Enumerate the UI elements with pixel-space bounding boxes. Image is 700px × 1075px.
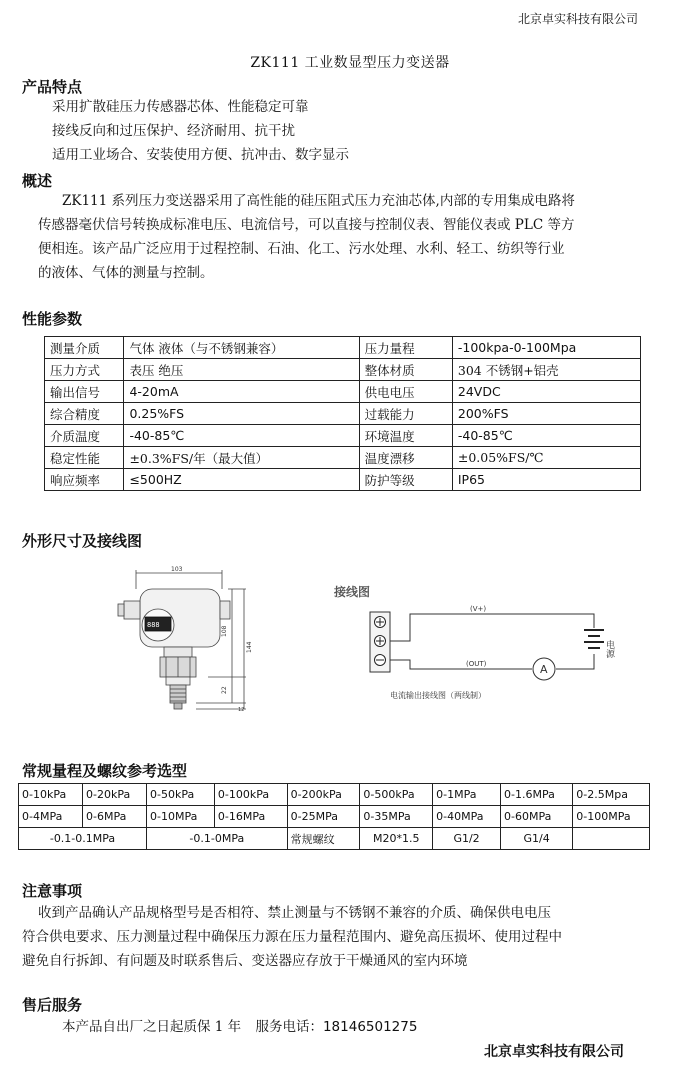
dimensions-heading: 外形尺寸及接线图 bbox=[22, 532, 143, 550]
range-cell: 0-20kPa bbox=[83, 784, 147, 806]
table-row bbox=[45, 381, 641, 403]
range-cell: 0-35MPa bbox=[360, 806, 433, 828]
dim-body-label: 108 bbox=[221, 625, 228, 637]
svg-text:888: 888 bbox=[147, 621, 160, 629]
range-cell: 0-500kPa bbox=[360, 784, 433, 806]
dim-width-label: 103 bbox=[171, 566, 183, 573]
thread-label-cell: 常规螺纹 bbox=[287, 828, 360, 850]
dim-total-label: 144 bbox=[246, 641, 253, 653]
table-row bbox=[19, 806, 650, 828]
range-cell: 0-100kPa bbox=[214, 784, 287, 806]
ranges-table bbox=[18, 783, 650, 850]
feature-item: 适用工业场合、安装使用方便、抗冲击、数字显示 bbox=[52, 147, 349, 163]
spec-value: 4-20mA bbox=[124, 381, 359, 403]
battery-icon bbox=[584, 630, 604, 648]
overview-line: 便相连。该产品广泛应用于过程控制、石油、化工、污水处理、水利、轻工、纺织等行业 bbox=[38, 241, 565, 257]
thread-cell: G1/4 bbox=[501, 828, 573, 850]
features-heading: 产品特点 bbox=[22, 78, 83, 96]
overview-heading: 概述 bbox=[22, 172, 53, 190]
out-label: (OUT) bbox=[466, 660, 487, 668]
after-sales-line bbox=[62, 1016, 417, 1038]
range-cell: 0-4MPa bbox=[19, 806, 83, 828]
wiring-title: 接线图 bbox=[334, 585, 371, 599]
table-row bbox=[45, 425, 641, 447]
table-row bbox=[45, 403, 641, 425]
spec-label: 响应频率 bbox=[45, 469, 124, 491]
notes-line: 收到产品确认产品规格型号是否相符、禁止测量与不锈钢不兼容的介质、确保供电电压 bbox=[38, 905, 551, 921]
table-row bbox=[19, 828, 650, 850]
after-sales-heading: 售后服务 bbox=[22, 996, 83, 1014]
range-cell: 0-100MPa bbox=[573, 806, 650, 828]
spec-label: 温度漂移 bbox=[359, 447, 452, 469]
range-cell: 0-200kPa bbox=[287, 784, 360, 806]
spec-value: 304 不锈钢+铝壳 bbox=[452, 359, 640, 381]
spec-label: 测量介质 bbox=[45, 337, 124, 359]
spec-value: -40-85℃ bbox=[124, 425, 359, 447]
range-cell: 0-10kPa bbox=[19, 784, 83, 806]
range-cell: 0-6MPa bbox=[83, 806, 147, 828]
spec-label: 压力量程 bbox=[359, 337, 452, 359]
feature-item: 采用扩散硅压力传感器芯体、性能稳定可靠 bbox=[52, 99, 309, 115]
notes-line: 符合供电要求、压力测量过程中确保压力源在压力量程范围内、避免高压损坏、使用过程中 bbox=[22, 929, 562, 945]
spec-value: IP65 bbox=[452, 469, 640, 491]
table-row bbox=[19, 784, 650, 806]
phone-number: 18146501275 bbox=[322, 1019, 418, 1035]
range-cell: 0-1MPa bbox=[433, 784, 501, 806]
range-cell: 0-2.5Mpa bbox=[573, 784, 650, 806]
spec-value: ±0.05%FS/℃ bbox=[452, 447, 640, 469]
range-cell: 0-1.6MPa bbox=[501, 784, 573, 806]
range-cell: 0-10MPa bbox=[147, 806, 215, 828]
warranty-text: 本产品自出厂之日起质保 1 年 bbox=[62, 1019, 242, 1035]
product-outline-drawing bbox=[100, 565, 260, 725]
range-cell: -0.1-0.1MPa bbox=[19, 828, 147, 850]
notes-heading: 注意事项 bbox=[22, 882, 83, 900]
spec-label: 介质温度 bbox=[45, 425, 124, 447]
notes-line: 避免自行拆卸、有问题及时联系售后、变送器应存放于干燥通风的室内环境 bbox=[22, 953, 468, 969]
ammeter-label: A bbox=[540, 663, 548, 676]
spec-value: 200%FS bbox=[452, 403, 640, 425]
feature-item: 接线反向和过压保护、经济耐用、抗干扰 bbox=[52, 123, 295, 139]
spec-value: ±0.3%FS/年（最大值） bbox=[124, 447, 359, 469]
spec-label: 压力方式 bbox=[45, 359, 124, 381]
wiring-diagram bbox=[330, 582, 620, 712]
phone-label: 服务电话： bbox=[255, 1019, 323, 1035]
spec-value: 气体 液体（与不锈钢兼容） bbox=[124, 337, 359, 359]
spec-value: 0.25%FS bbox=[124, 403, 359, 425]
spec-value: 表压 绝压 bbox=[124, 359, 359, 381]
range-cell: -0.1-0MPa bbox=[147, 828, 288, 850]
overview-line: 传感器毫伏信号转换成标准电压、电流信号，可以直接与控制仪表、智能仪表或 PLC 等方 bbox=[38, 217, 575, 233]
spec-value: 24VDC bbox=[452, 381, 640, 403]
spec-value: ≤500HZ bbox=[124, 469, 359, 491]
spec-value: -40-85℃ bbox=[452, 425, 640, 447]
range-cell: 0-60MPa bbox=[501, 806, 573, 828]
range-cell: 0-40MPa bbox=[433, 806, 501, 828]
spec-value: -100kpa-0-100Mpa bbox=[452, 337, 640, 359]
dim-bottom-label: 12 bbox=[238, 707, 245, 713]
range-cell: 0-25MPa bbox=[287, 806, 360, 828]
table-row bbox=[45, 359, 641, 381]
range-cell: 0-16MPa bbox=[214, 806, 287, 828]
specs-table bbox=[44, 336, 641, 491]
overview-line: 的液体、气体的测量与控制。 bbox=[38, 265, 214, 281]
spec-label: 整体材质 bbox=[359, 359, 452, 381]
spec-label: 输出信号 bbox=[45, 381, 124, 403]
spec-label: 综合精度 bbox=[45, 403, 124, 425]
spec-label: 供电电压 bbox=[359, 381, 452, 403]
table-row bbox=[45, 447, 641, 469]
range-cell bbox=[573, 828, 650, 850]
wiring-caption: 电流输出接线图（两线制） bbox=[390, 691, 486, 700]
spec-label: 防护等级 bbox=[359, 469, 452, 491]
thread-cell: M20*1.5 bbox=[360, 828, 433, 850]
thread-cell: G1/2 bbox=[433, 828, 501, 850]
overview-line: ZK111 系列压力变送器采用了高性能的硅压阻式压力充油芯体,内部的专用集成电路将 bbox=[62, 193, 575, 209]
specs-heading: 性能参数 bbox=[22, 310, 83, 328]
spec-label: 稳定性能 bbox=[45, 447, 124, 469]
power-label: 电源 bbox=[604, 640, 614, 658]
spec-label: 过载能力 bbox=[359, 403, 452, 425]
ranges-heading: 常规量程及螺纹参考选型 bbox=[22, 762, 188, 780]
vplus-label: (V+) bbox=[470, 605, 487, 613]
footer-company: 北京卓实科技有限公司 bbox=[484, 1044, 624, 1060]
header-company: 北京卓实科技有限公司 bbox=[517, 12, 638, 26]
dim-thread-label: 22 bbox=[221, 686, 228, 694]
spec-label: 环境温度 bbox=[359, 425, 452, 447]
range-cell: 0-50kPa bbox=[147, 784, 215, 806]
document-title: ZK111 工业数显型压力变送器 bbox=[250, 55, 450, 71]
table-row bbox=[45, 337, 641, 359]
table-row bbox=[45, 469, 641, 491]
